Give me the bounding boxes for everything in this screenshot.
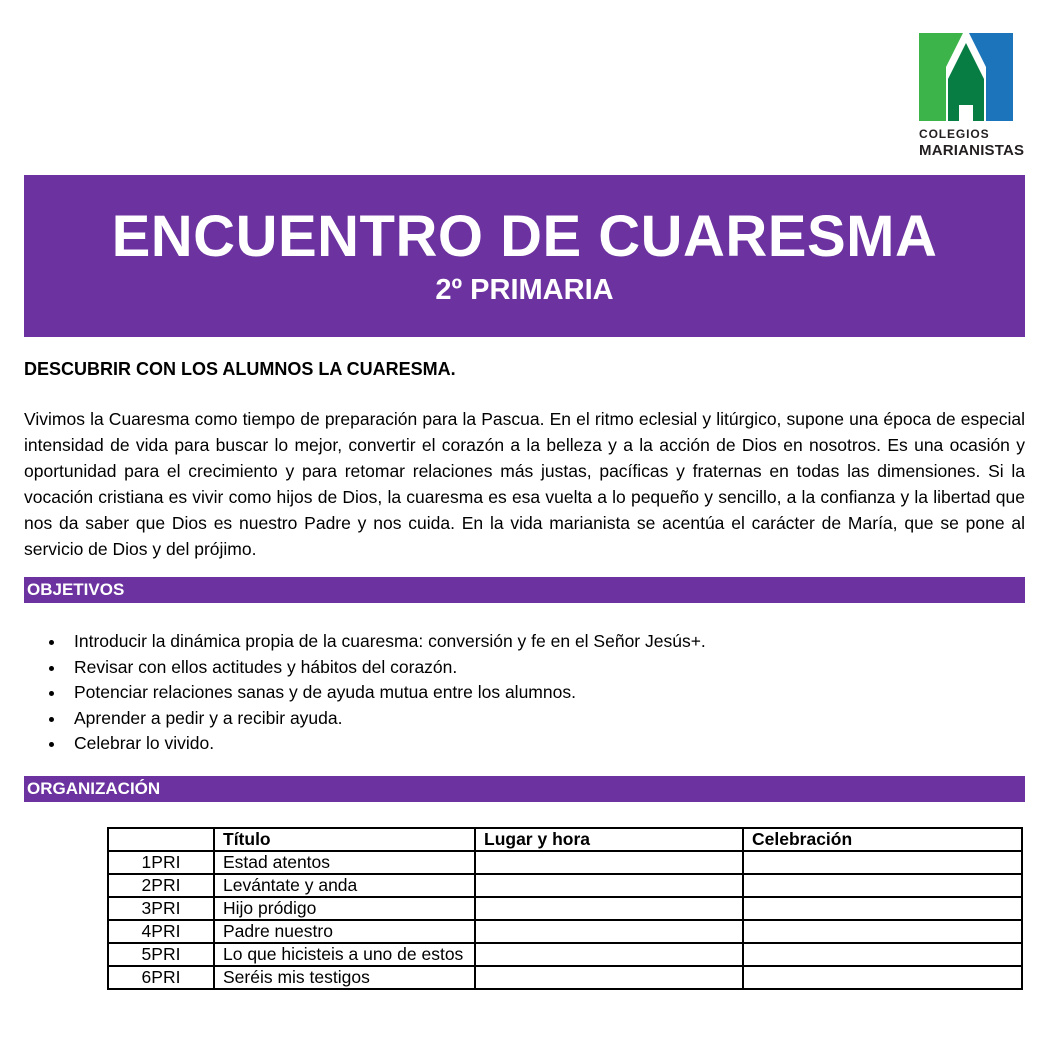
- cell-celebracion: [743, 966, 1022, 989]
- table-header-row: [108, 828, 1022, 851]
- intro-heading: DESCUBRIR CON LOS ALUMNOS LA CUARESMA.: [24, 359, 456, 379]
- table-row: [108, 874, 1022, 897]
- objetivo-item: • Aprender a pedir y a recibir ayuda.: [66, 706, 1059, 732]
- cell-grade: 2PRI: [108, 874, 214, 897]
- title-banner: [24, 175, 1025, 337]
- cell-celebracion: [743, 897, 1022, 920]
- organizacion-table: [107, 827, 1023, 990]
- cell-titulo: Estad atentos: [214, 851, 475, 874]
- cell-lugar: [475, 874, 743, 897]
- logo-text-marianistas: MARIANISTAS: [919, 142, 1025, 159]
- cell-celebracion: [743, 874, 1022, 897]
- marianistas-m-house-icon: [919, 33, 1013, 121]
- cell-titulo: Hijo pródigo: [214, 897, 475, 920]
- table-header-lugar-y-hora: Lugar y hora: [475, 828, 743, 851]
- logo-house-dark-green-shape: [948, 43, 984, 121]
- cell-grade: 4PRI: [108, 920, 214, 943]
- logo-text-colegios: COLEGIOS: [919, 127, 990, 141]
- table-row: [108, 897, 1022, 920]
- cell-lugar: [475, 966, 743, 989]
- objetivo-item: • Revisar con ellos actitudes y hábitos del corazón.: [66, 655, 1059, 681]
- section-header-objetivos: OBJETIVOS: [24, 577, 1025, 603]
- page-subtitle: 2º PRIMARIA: [435, 273, 614, 306]
- table-row: [108, 943, 1022, 966]
- objetivo-item: • Celebrar lo vivido.: [66, 731, 1059, 757]
- page-title: ENCUENTRO DE CUARESMA: [111, 204, 938, 269]
- intro-paragraph: Vivimos la Cuaresma como tiempo de preparación para la Pascua. En el ritmo eclesial y litúrgico, supone una época de especial intensidad de vida para buscar lo mejor, convertir el corazón a la belleza y a la acción de Dios en nosotros. Es una ocasión y oportunidad para el crecimiento y para retomar relaciones más justas, pacíficas y fraternas en todas las dimensiones. Si la vocación cristiana es vivir como hijos de Dios, la cuaresma es esa vuelta a lo pequeño y sencillo, a la confianza y la libertad que nos da saber que Dios es nuestro Padre y nos cuida. En la vida marianista se acentúa el carácter de María, que se pone al servicio de Dios y del prójimo.: [24, 409, 1025, 559]
- cell-celebracion: [743, 943, 1022, 966]
- objetivo-item: • Potenciar relaciones sanas y de ayuda mutua entre los alumnos.: [66, 680, 1059, 706]
- cell-grade: 5PRI: [108, 943, 214, 966]
- table-header-titulo: Título: [214, 828, 475, 851]
- table-row: [108, 851, 1022, 874]
- cell-lugar: [475, 943, 743, 966]
- objetivos-bullet-list: [24, 629, 1059, 757]
- cell-titulo: Seréis mis testigos: [214, 966, 475, 989]
- cell-titulo: Padre nuestro: [214, 920, 475, 943]
- table-row: [108, 920, 1022, 943]
- section-header-organizacion: ORGANIZACIÓN: [24, 776, 1025, 802]
- cell-grade: 1PRI: [108, 851, 214, 874]
- objetivo-item: • Introducir la dinámica propia de la cuaresma: conversión y fe en el Señor Jesús+.: [66, 629, 1059, 655]
- cell-celebracion: [743, 920, 1022, 943]
- cell-lugar: [475, 920, 743, 943]
- cell-titulo: Levántate y anda: [214, 874, 475, 897]
- cell-lugar: [475, 897, 743, 920]
- cell-celebracion: [743, 851, 1022, 874]
- table-row: [108, 966, 1022, 989]
- colegios-marianistas-logo: [919, 33, 1025, 159]
- cell-grade: 6PRI: [108, 966, 214, 989]
- table-header-grade: [108, 828, 214, 851]
- cell-grade: 3PRI: [108, 897, 214, 920]
- cell-lugar: [475, 851, 743, 874]
- cell-titulo: Lo que hicisteis a uno de estos: [214, 943, 475, 966]
- table-header-celebracion: Celebración: [743, 828, 1022, 851]
